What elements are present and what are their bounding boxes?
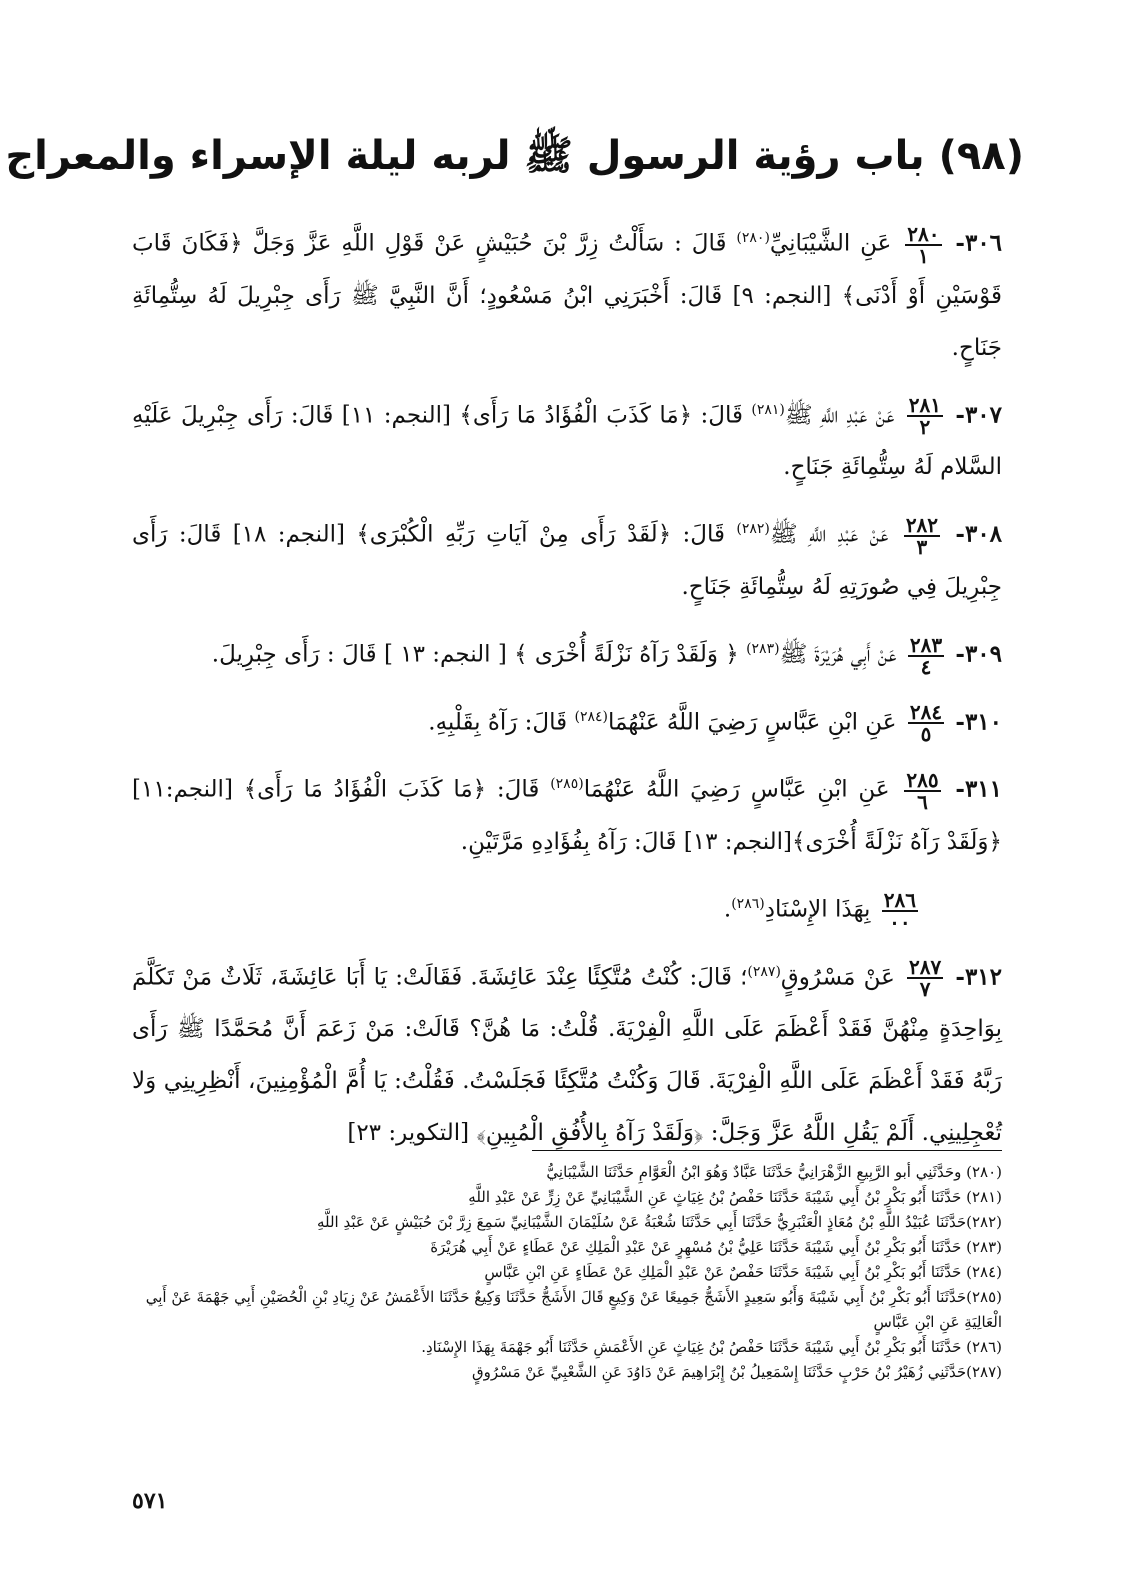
footnote-286	[126, 1335, 1002, 1360]
narrator-text: بِهَذَا الإِسْنَادِ	[764, 896, 871, 923]
footnote-282	[126, 1210, 1002, 1235]
page-number: ٥٧١	[132, 1488, 168, 1514]
narration-number-top: ٢٨٤	[909, 700, 943, 725]
narration-number	[882, 887, 918, 934]
footnote-ref: (٢٨٣)	[746, 640, 780, 657]
hadith-text: قَالَ : سَأَلْتُ زِرَّ بْنَ حُبَيْشٍ عَنْ قَوْلِ اللَّهِ عَزَّ وَجَلَّ ﴿فَكَانَ قَابَ قَوْسَيْنِ أَوْ أَدْنَى﴾ [النجم: ٩] قَالَ: أَخْبَرَنِي ابْنُ مَسْعُودٍ؛ أَنَّ النَّبِيَّ ﷺ رَأَى جِبْرِيلَ لَهُ سِتُّمِائَةِ جَنَاحٍ.	[132, 230, 1003, 361]
footnote-number: (٢٨٧)	[966, 1363, 1002, 1381]
hadith-text: قَالَ: ﴿لَقَدْ رَأَى مِنْ آيَاتِ رَبِّهِ الْكُبْرَى﴾ [النجم: ١٨] قَالَ: رَأَى جِبْرِيلَ فِي صُورَتِهِ لَهُ سِتُّمِائَةِ جَنَاحٍ.	[132, 521, 1002, 600]
footnote-text: حَدَّثَنَا أَبُو بَكْرِ بْنُ أَبِي شَيْبَةَ حَدَّثَنَا حَفْصٌ عَنْ عَبْدِ الْمَلِكِ عَنْ عَطَاءٍ عَنِ ابْنِ عَبَّاسٍ	[484, 1263, 967, 1281]
narration-number-bottom: ٣	[916, 534, 928, 559]
hadith-number: ٣٠٨-	[955, 520, 1003, 548]
footnote-text: حَدَّثَنَا أَبُو بَكْرِ بْنُ أَبِي شَيْبَةَ حَدَّثَنَا حَفْصُ بْنُ غِيَاثٍ عَنِ الأَعْمَشِ حَدَّثَنَا أَبُو جَهْمَةَ بِهَذَا الإِسْنَادِ.	[421, 1338, 967, 1356]
footnote-ref: (٢٨٠)	[736, 230, 770, 246]
narration-number	[904, 767, 940, 814]
narration-number-top: ٢٨٠	[907, 221, 940, 246]
narration-number	[907, 955, 943, 1002]
footnote-285	[126, 1285, 1002, 1335]
hadith-310	[132, 691, 1002, 749]
narrator-text: عَنْ مَسْرُوقٍ	[780, 964, 895, 991]
hadith-text: ﴿ وَلَقَدْ رَآهُ نَزْلَةً أُخْرَى ﴾ [ النجم: ١٣ ] قَالَ : رَأَى جِبْرِيلَ.	[211, 641, 747, 668]
hadith-text: قَالَ: ﴿مَا كَذَبَ الْفُؤَادُ مَا رَأَى﴾ [النجم:١١] ﴿وَلَقَدْ رَآهُ نَزْلَةً أُخْرَى﴾[النجم: ١٣] قَالَ: رَآهُ بِفُؤَادِهِ مَرَّتَيْنِ.	[132, 776, 1002, 855]
chapter-title: (٩٨) باب رؤية الرسول ﷺ لربه ليلة الإسراء والمعراج	[5, 133, 1024, 179]
narration-number-bottom: ٧	[919, 977, 931, 1002]
footnote-text: حَدَّثَنَا أَبُو بَكْرِ بْنُ أَبِي شَيْبَةَ حَدَّثَنَا عَلِيُّ بْنُ مُسْهِرٍ عَنْ عَبْدِ الْمَلِكِ عَنْ عَطَاءٍ عَنْ أَبِي هُرَيْرَةَ	[430, 1238, 967, 1256]
narration-number-top: ٢٨٧	[908, 955, 942, 980]
narration-number-bottom: ١	[918, 243, 929, 268]
narration-number-bottom: ٢	[919, 415, 931, 440]
hadith-number: ٣٠٧-	[955, 401, 1003, 429]
hadith-text: ؛ قَالَ: كُنْتُ مُتَّكِئًا عِنْدَ عَائِشَةَ. فَقَالَتْ: يَا أَبَا عَائِشَةَ، ثَلَاثٌ مَنْ تَكَلَّمَ بِوَاحِدَةٍ مِنْهُنَّ فَقَدْ أَعْظَمَ عَلَى اللَّهِ الْفِرْيَةَ. قُلْتُ: مَا هُنَّ؟ قَالَتْ: مَنْ زَعَمَ أَنَّ مُحَمَّدًا ﷺ رَأَى رَبَّهُ فَقَدْ أَعْظَمَ عَلَى اللَّهِ الْفِرْيَةَ. قَالَ وَكُنْتُ مُتَّكِئًا فَجَلَسْتُ. فَقُلْتُ: يَا أُمَّ الْمُؤْمِنِينَ، أَنْظِرِينِي وَلا تُعْجِلِينِي. أَلَمْ يَقُلِ اللَّهُ عَزَّ وَجَلَّ: ﴿وَلَقَدْ رَآهُ بِالأُفُقِ الْمُبِينِ﴾ [التكوير: ٢٣]	[132, 964, 1002, 1147]
hadith-number: ٣٠٦-	[955, 229, 1003, 257]
hadith-306	[132, 212, 1002, 374]
footnote-number: (٢٨٠)	[966, 1163, 1002, 1181]
footnote-text: حَدَّثَنَا أَبُو بَكْرِ بْنُ أَبِي شَيْبَةَ حَدَّثَنَا حَفْصُ بْنُ غِيَاثٍ عَنِ الشَّيْبَانِيِّ عَنْ زِرٍّ عَنْ عَبْدِ اللَّهِ	[468, 1188, 967, 1206]
narrator-text: عَنْ أَبِي هُرَيْرَةَ ﷺ	[779, 641, 897, 668]
footnote-text: وحَدَّثَنِي أبو الرَّبِيعِ الزَّهْرَانِيُّ حَدَّثَنَا عَبَّادٌ وَهُوَ ابْنُ الْعَوَّامِ حَدَّثَنَا الشَّيْبَانِيُّ	[546, 1163, 967, 1181]
narrator-text: عَنِ ابْنِ عَبَّاسٍ رَضِيَ اللَّهُ عَنْهُمَا	[607, 709, 897, 736]
narrator-text: عَنْ عَبْدِ اللَّهِ ﷺ	[784, 402, 895, 429]
hadith-number: ٣١١-	[955, 775, 1002, 803]
footnote-number: (٢٨١)	[966, 1188, 1002, 1206]
hadith-number: ٣١٠-	[955, 708, 1002, 736]
narration-number-top: ٢٨٢	[905, 512, 939, 537]
footnote-text: حَدَّثَنِي زُهَيْرُ بْنُ حَرْبٍ حَدَّثَنَا إِسْمَعِيلُ بْنُ إِبْرَاهِيمَ عَنْ دَاوُدَ عَنِ الشَّعْبِيِّ عَنْ مَسْرُوقٍ	[471, 1363, 967, 1381]
footnote-ref: (٢٨٧)	[747, 963, 781, 980]
hadith-307	[132, 384, 1002, 494]
footnote-280	[126, 1160, 1002, 1185]
footnote-text: حَدَّثَنَا عُبَيْدُ اللَّهِ بْنُ مُعَاذٍ الْعَنْبَرِيُّ حَدَّثَنَا أَبِي حَدَّثَنَا شُعْبَةُ عَنْ سُلَيْمَانَ الشَّيْبَانِيِّ سَمِعَ زِرَّ بْنَ حُبَيْشٍ عَنْ عَبْدِ اللَّهِ	[316, 1213, 967, 1231]
narration-number-top: ٢٨٣	[909, 632, 943, 657]
footnote-number: (٢٨٤)	[966, 1263, 1002, 1281]
footnote-287	[126, 1360, 1002, 1385]
narration-number	[904, 512, 940, 559]
footnotes	[126, 1160, 1002, 1385]
narration-number-top: ٢٨١	[908, 393, 942, 418]
narration-number-bottom: ٠٠	[889, 909, 911, 934]
narration-number-bottom: ٦	[917, 789, 928, 814]
hadith-number: ٣٠٩-	[955, 640, 1002, 668]
narration-number-bottom: ٥	[920, 722, 932, 747]
narration-number-bottom: ٤	[920, 654, 932, 679]
narration-number	[907, 393, 943, 440]
footnote-283	[126, 1235, 1002, 1260]
narration-number	[905, 221, 941, 268]
hadith-text: .	[723, 896, 732, 923]
hadith-text: قَالَ: ﴿مَا كَذَبَ الْفُؤَادُ مَا رَأَى﴾ [النجم: ١١] قَالَ: رَأَى جِبْرِيلَ عَلَيْهِ السَّلام لَهُ سِتُّمِائَةِ جَنَاحٍ.	[132, 402, 1002, 481]
narration-number	[908, 700, 944, 747]
footnote-text: حَدَّثَنَا أَبُو بَكْرِ بْنُ أَبِي شَيْبَةَ وَأَبُو سَعِيدٍ الأَشَجُّ جَمِيعًا عَنْ وَكِيعٍ قَالَ الأَشَجُّ حَدَّثَنَا وَكِيعٌ حَدَّثَنَا الأَعْمَشُ عَنْ زِيَادِ بْنِ الْحُصَيْنِ أَبِي جَهْمَةَ عَنْ أَبِي الْعَالِيَةِ عَنِ ابْنِ عَبَّاسٍ	[145, 1288, 1002, 1331]
hadith-309	[132, 623, 1002, 681]
footnote-number: (٢٨٦)	[966, 1338, 1002, 1356]
narration-number-top: ٢٨٥	[906, 767, 939, 792]
narration-number	[908, 632, 944, 679]
footnote-ref: (٢٨١)	[751, 401, 785, 418]
hadith-311	[132, 758, 1002, 868]
footnote-ref: (٢٨٢)	[736, 521, 770, 538]
narration-number-top: ٢٨٦	[883, 887, 916, 912]
hadith-308	[132, 503, 1002, 613]
hadith-312	[132, 946, 1002, 1160]
footnote-ref: (٢٨٥)	[550, 776, 584, 793]
footnote-ref: (٢٨٤)	[574, 708, 608, 725]
footnote-number: (٢٨٣)	[966, 1238, 1002, 1256]
hadith-list	[132, 212, 1002, 1169]
footnote-ref: (٢٨٦)	[731, 895, 765, 912]
footnote-281	[126, 1185, 1002, 1210]
narrator-text: عَنِ ابْنِ عَبَّاسٍ رَضِيَ اللَّهُ عَنْهُمَا	[583, 776, 890, 803]
hadith-chain-variant	[132, 878, 1002, 936]
narrator-text: عَنْ عَبْدِ اللَّهِ ﷺ	[769, 521, 889, 548]
narrator-text: عَنِ الشَّيْبَانِيِّ	[769, 230, 892, 257]
hadith-text: قَالَ: رَآهُ بِقَلْبِهِ.	[428, 709, 575, 736]
footnote-number: (٢٨٢)	[966, 1213, 1002, 1231]
footnote-284	[126, 1260, 1002, 1285]
footnote-divider	[532, 1150, 1002, 1151]
hadith-number: ٣١٢-	[955, 963, 1002, 991]
footnote-number: (٢٨٥)	[966, 1288, 1002, 1306]
